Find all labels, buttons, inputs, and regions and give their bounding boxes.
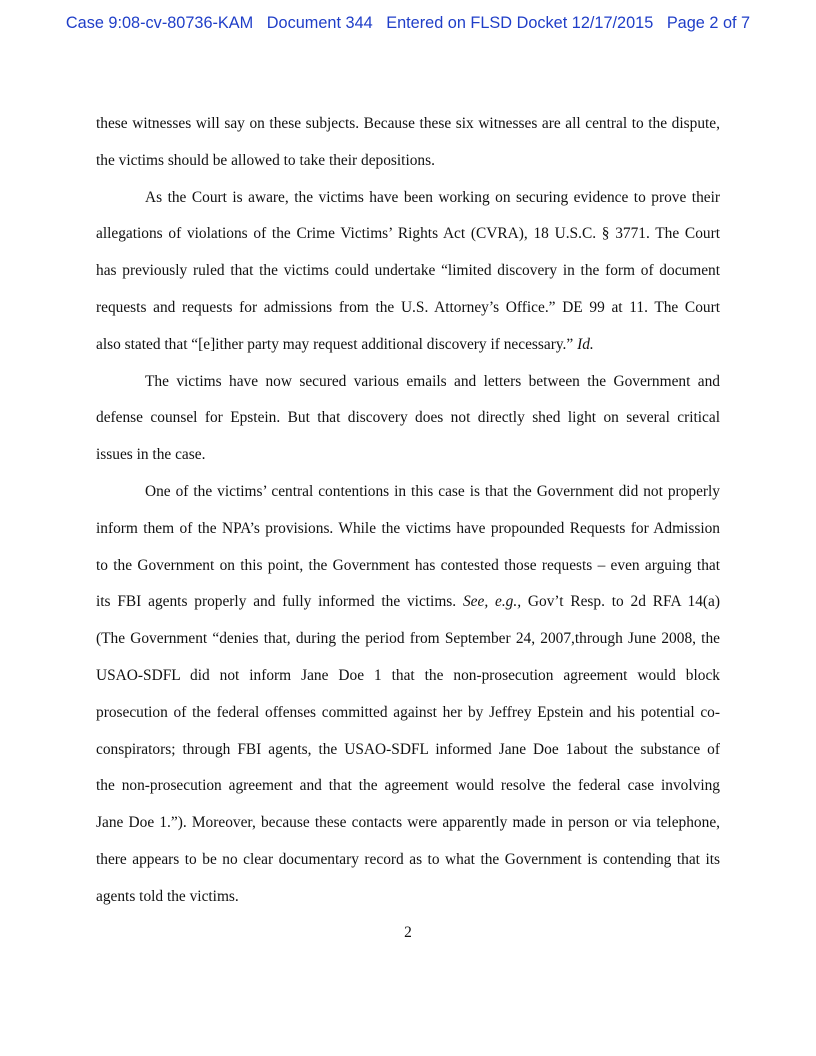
text-line: USAO-SDFL did not inform Jane Doe 1 that the non-prosecution agreement would block	[96, 666, 720, 684]
text-line	[96, 584, 720, 621]
document-body	[96, 106, 720, 916]
text-line: conspirators; through FBI agents, the USAO-SDFL informed Jane Doe 1about the substance of	[96, 740, 720, 758]
text-line: there appears to be no clear documentary record as to what the Government is contending that its	[96, 850, 720, 868]
text-line: (The Government “denies that, during the period from September 24, 2007,through June 2008, the	[96, 630, 720, 648]
paragraph	[96, 180, 720, 364]
text-line: One of the victims’ central contentions in this case is that the Government did not properly	[145, 482, 720, 500]
text-segment: its FBI agents properly and fully informed the victims.	[96, 593, 457, 611]
citation: Id.	[577, 335, 594, 353]
text-line: Jane Doe 1.”). Moreover, because these contacts were apparently made in person or via telephone,	[96, 814, 720, 832]
page-number: 2	[404, 924, 412, 941]
text-line: requests and requests for admissions from the U.S. Attorney’s Office.” DE 99 at 11. The Court	[96, 298, 720, 316]
text-line: issues in the case.	[96, 446, 206, 464]
citation: See, e.g.,	[462, 593, 522, 611]
text-line: defense counsel for Epstein. But that discovery does not directly shed light on several critical	[96, 409, 720, 427]
text-line: has previously ruled that the victims could undertake “limited discovery in the form of document	[96, 262, 720, 280]
docket-header: Case 9:08-cv-80736-KAM Document 344 Entered on FLSD Docket 12/17/2015 Page 2 of 7	[65, 14, 751, 32]
text-segment: also stated that “[e]ither party may request additional discovery if necessary.”	[96, 335, 574, 353]
text-line: allegations of violations of the Crime Victims’ Rights Act (CVRA), 18 U.S.C. § 3771. The Court	[96, 225, 720, 243]
text-line	[96, 327, 720, 364]
text-line: The victims have now secured various emails and letters between the Government and	[145, 372, 720, 390]
text-line: inform them of the NPA’s provisions. While the victims have propounded Requests for Admission	[96, 519, 720, 537]
text-line: prosecution of the federal offenses committed against her by Jeffrey Epstein and his potential co-	[96, 703, 720, 721]
text-line: agents told the victims.	[96, 887, 239, 905]
text-line: the non-prosecution agreement and that the agreement would resolve the federal case involving	[96, 777, 720, 795]
text-line: these witnesses will say on these subjects. Because these six witnesses are all central to the dispute,	[96, 115, 720, 132]
paragraph	[96, 474, 720, 916]
text-segment: Gov’t Resp. to 2d RFA 14(a)	[527, 593, 720, 611]
text-line: to the Government on this point, the Government has contested those requests – even arguing that	[96, 556, 720, 574]
text-line: As the Court is aware, the victims have been working on securing evidence to prove their	[145, 188, 720, 206]
paragraph	[96, 364, 720, 474]
paragraph	[96, 106, 720, 180]
text-line: the victims should be allowed to take their depositions.	[96, 151, 435, 169]
